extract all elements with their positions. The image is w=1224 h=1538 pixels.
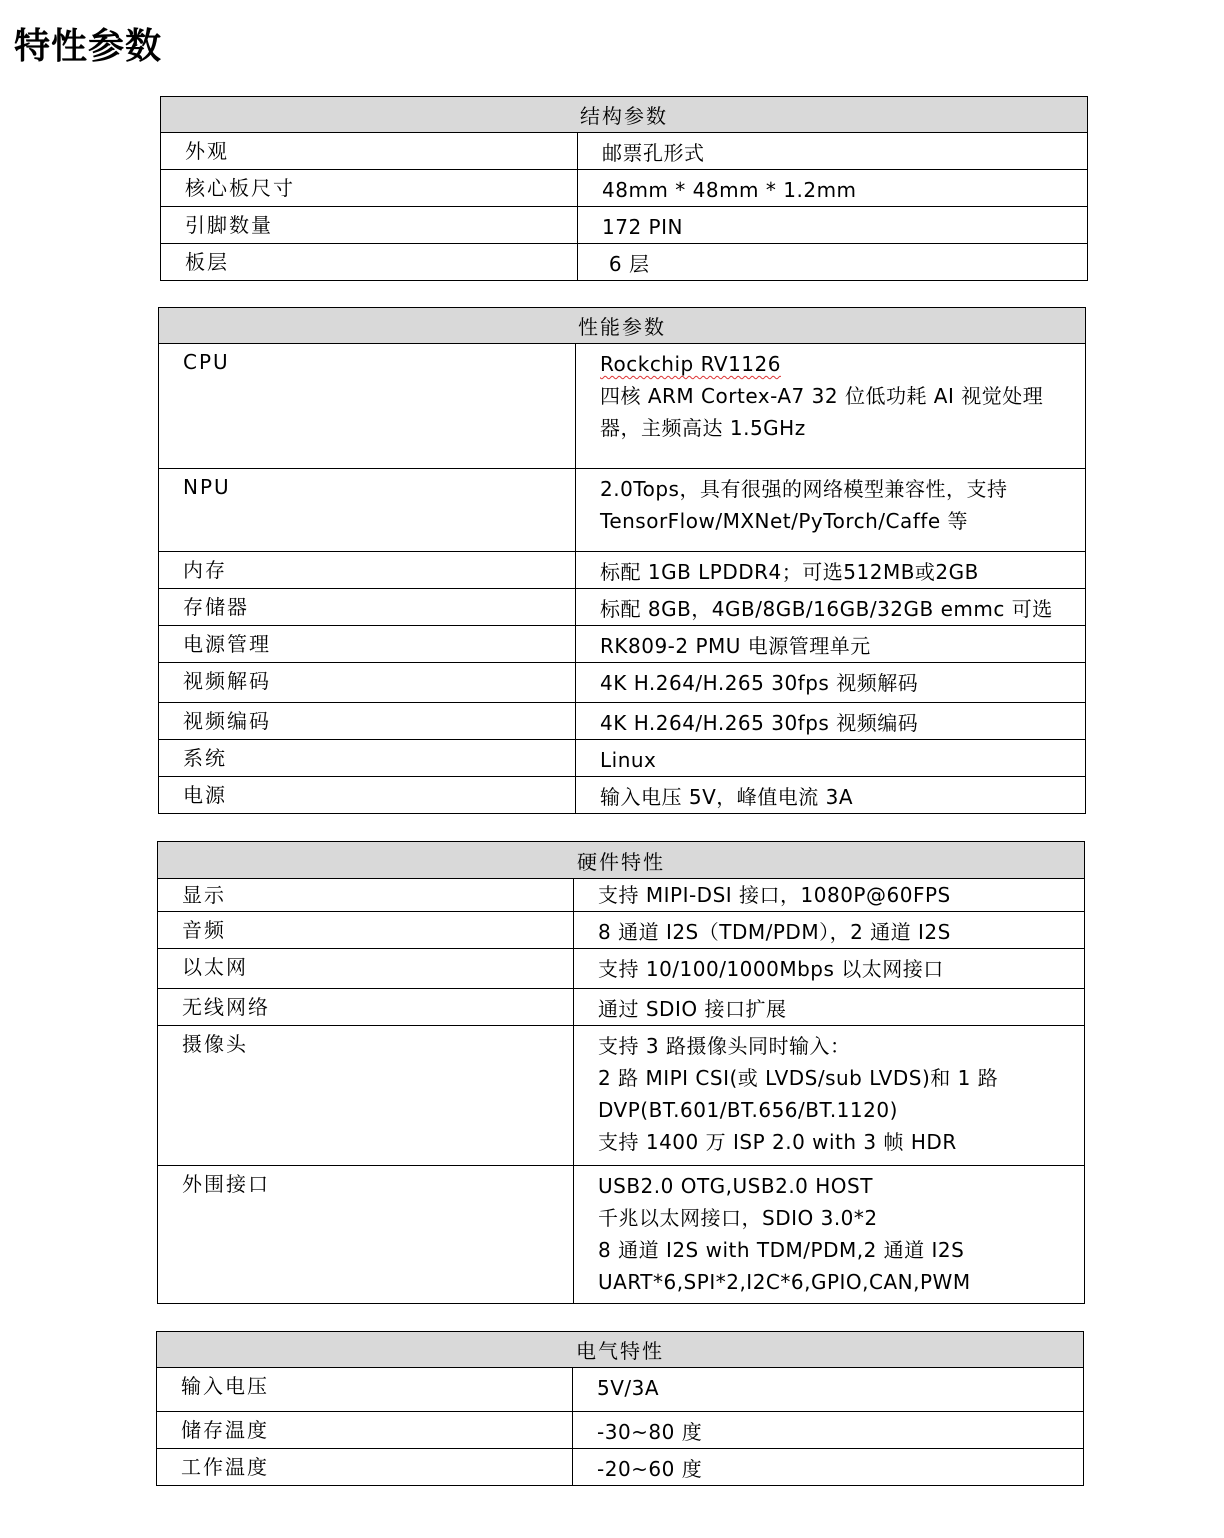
row-value: 输入电压 5V，峰值电流 3A: [576, 777, 1086, 814]
table-row: [158, 1026, 1085, 1166]
section-header: 性能参数: [159, 308, 1086, 344]
row-label: 内存: [159, 552, 576, 589]
row-label: 视频解码: [159, 663, 576, 703]
section-header: 硬件特性: [158, 842, 1085, 879]
hardware-features-table: [157, 841, 1085, 1304]
row-value: USB2.0 OTG,USB2.0 HOST 千兆以太网接口，SDIO 3.0*2 8 通道 I2S with TDM/PDM,2 通道 I2S UART*6,SPI*2,I2C*6,GPIO,CAN,PWM: [574, 1166, 1085, 1304]
section-header: 结构参数: [161, 97, 1088, 133]
row-value: RK809-2 PMU 电源管理单元: [576, 626, 1086, 663]
row-value: Linux: [576, 740, 1086, 777]
table-row: [159, 703, 1086, 740]
table-row: [161, 133, 1088, 170]
performance-params-table: [158, 307, 1086, 814]
row-label: 音频: [158, 912, 574, 949]
row-label: 电源管理: [159, 626, 576, 663]
row-value: 支持 3 路摄像头同时输入： 2 路 MIPI CSI(或 LVDS/sub LVDS)和 1 路 DVP(BT.601/BT.656/BT.1120) 支持 1400 万 ISP 2.0 with 3 帧 HDR: [574, 1026, 1085, 1166]
row-value: 4K H.264/H.265 30fps 视频编码: [576, 703, 1086, 740]
row-label: 外围接口: [158, 1166, 574, 1304]
table-row: [157, 1412, 1084, 1449]
table-row: [159, 740, 1086, 777]
table-row: [157, 1449, 1084, 1486]
table-row: [158, 949, 1085, 989]
row-value: 4K H.264/H.265 30fps 视频解码: [576, 663, 1086, 703]
table-row: [159, 663, 1086, 703]
table-row: [158, 1166, 1085, 1304]
row-value: 5V/3A: [573, 1368, 1084, 1412]
table-row: [161, 207, 1088, 244]
row-value: 通过 SDIO 接口扩展: [574, 989, 1085, 1026]
row-value: 标配 1GB LPDDR4；可选512MB或2GB: [576, 552, 1086, 589]
row-value: 2.0Tops，具有很强的网络模型兼容性，支持 TensorFlow/MXNet/PyTorch/Caffe 等: [576, 469, 1086, 552]
table-row: [159, 777, 1086, 814]
row-label: 视频编码: [159, 703, 576, 740]
table-row: [161, 170, 1088, 207]
row-value: Rockchip RV1126 四核 ARM Cortex-A7 32 位低功耗 AI 视觉处理 器，主频高达 1.5GHz: [576, 344, 1086, 469]
section-header: 电气特性: [157, 1332, 1084, 1368]
row-value: 172 PIN: [578, 207, 1088, 244]
row-label: CPU: [159, 344, 576, 469]
row-label: 板层: [161, 244, 578, 281]
row-value: 8 通道 I2S（TDM/PDM），2 通道 I2S: [574, 912, 1085, 949]
row-label: 输入电压: [157, 1368, 573, 1412]
row-label: 显示: [158, 879, 574, 912]
row-label: 系统: [159, 740, 576, 777]
row-label: 无线网络: [158, 989, 574, 1026]
table-row: [159, 589, 1086, 626]
row-value: 支持 MIPI-DSI 接口，1080P@60FPS: [574, 879, 1085, 912]
row-label: 引脚数量: [161, 207, 578, 244]
table-row: [157, 1368, 1084, 1412]
table-row: [158, 912, 1085, 949]
row-label: 摄像头: [158, 1026, 574, 1166]
table-row: [161, 244, 1088, 281]
table-row: [158, 879, 1085, 912]
table-row: [159, 552, 1086, 589]
table-row: [159, 469, 1086, 552]
row-value: 48mm * 48mm * 1.2mm: [578, 170, 1088, 207]
row-value: -30~80 度: [573, 1412, 1084, 1449]
electrical-features-table: [156, 1331, 1084, 1486]
row-label: 储存温度: [157, 1412, 573, 1449]
row-label: 核心板尺寸: [161, 170, 578, 207]
row-label: 存储器: [159, 589, 576, 626]
row-value: 6 层: [578, 244, 1088, 281]
row-label: 电源: [159, 777, 576, 814]
row-label: 外观: [161, 133, 578, 170]
row-label: 工作温度: [157, 1449, 573, 1486]
row-value: -20~60 度: [573, 1449, 1084, 1486]
table-row: [159, 344, 1086, 469]
spell-marked-text: Rockchip RV1126: [600, 352, 781, 376]
structure-params-table: [160, 96, 1088, 281]
row-label: 以太网: [158, 949, 574, 989]
row-value: 邮票孔形式: [578, 133, 1088, 170]
row-value: 支持 10/100/1000Mbps 以太网接口: [574, 949, 1085, 989]
page-title: 特性参数: [14, 26, 163, 67]
table-row: [159, 626, 1086, 663]
row-label: NPU: [159, 469, 576, 552]
table-row: [158, 989, 1085, 1026]
row-value: 标配 8GB，4GB/8GB/16GB/32GB emmc 可选: [576, 589, 1086, 626]
